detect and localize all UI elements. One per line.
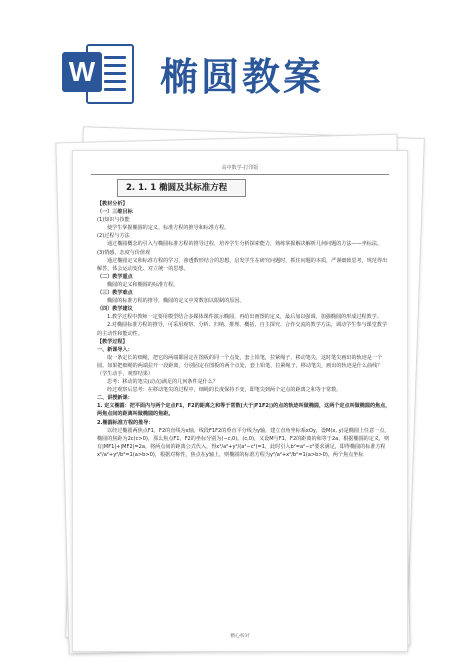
paragraph: 2.对椭圆标准方程的推导，可采用观察、分析、归纳、推理、概括、自主探究、合作交流的教学方法，调动学生参与课堂教学的主动性和能动性。 [97,322,387,337]
paragraph: （一）三维目标 [97,209,133,216]
page-content [97,179,391,459]
paragraph: (2)过程与方法 [97,233,130,240]
document-page [72,150,408,652]
paragraph: 1.教学过程中教师一定要用模型结合多媒体课件演示椭圆，再给出画图的定义，最后加以强调，加强椭圆的形成过程教学。 [107,314,382,321]
section-title: 2. 1. 1 椭圆及其标准方程 [117,179,246,197]
paragraph: 以经过椭圆两焦点F1，F2的直线为x轴，线段F1F2的垂直平分线为y轴，建立直角坐标系xOy，设M(x, y)是椭圆上任意一点，椭圆的焦距为2c(c>0)，那么焦点F1，F2的坐标分别为(−c,0)、(c,0)，又设M与F1，F2的距离的和等于2a，根据椭圆的定义，则有|MF1|+|MF2|=2a，将两点间的距离公式代入，得x²/a²+y²/(a²−c²)=1，此时引入b²=a²−c²要求满足，即得椭圆的标准方程x²/a²+y²/b²=1(a>b>0)，根据对称性，焦点在y轴上，则椭圆的标准方程为y²/a²+x²/b²=1(a>b>0)，两个焦点坐标 [97,427,390,458]
paragraph: （二）教学重点 [97,273,133,280]
paragraph: 经过观察后思考：在移动笔尖的过程中，细绳的长度保持不变，即笔尖到两个定点的距离之和等于常数。 [107,387,342,394]
paragraph: 【教材分析】 [97,201,128,207]
paragraph: 椭圆的标准方程的推导，椭圆的定义中常数加以限制的原因。 [107,298,245,305]
banner [0,0,474,120]
page-header: 高中数学-打印版 [91,163,389,175]
paragraph: (1)知识与技能 [97,217,130,224]
paragraph: 一、新课导入： [97,346,133,353]
paragraph: 取一条定长的细绳，把它的两端都固定在图板的同一个点处，套上铅笔，拉紧绳子，移动笔尖，这时笔尖画出的轨迹是一个圆。如果把细绳的两端拉开一段距离，分别固定在图板的两个点处，套上铅笔，拉紧绳子，移动笔尖，画出的轨迹是什么曲线？（学生动手，观察结果） [97,354,383,377]
paragraph: 1. 定义椭圆：把平面内与两个定点F1，F2的距离之和等于常数(大于|F1F2|)的点的轨迹叫做椭圆，这两个定点叫做椭圆的焦点，两焦点间的距离叫做椭圆的焦距。 [97,403,391,418]
paragraph: (3)情感、态度与价值观 [97,249,151,256]
word-logo-letter: W [62,52,102,92]
paragraph: 思考：移动的笔尖(动点)满足的几何条件是什么？ [107,379,218,386]
paragraph: 二、讲授新课： [97,395,133,402]
paragraph: 椭圆的定义和椭圆的标准方程。 [107,281,179,288]
paragraph: 使学生掌握椭圆的定义、标准方程的推导和标准方程。 [107,225,230,232]
paragraph: 【教学过程】 [97,338,128,345]
paragraph: 通过椭圆定义和标准方程的学习，渗透数形结合的思想，启发学生在研究问题时，抓住问题的本质，严谨细致思考，规范得出解答，体会运动变化、对立统一的思想。 [97,257,388,272]
page-footer: 精心校对 [230,634,250,639]
word-icon [62,40,132,104]
paragraph: 通过椭圆概念的引入与椭圆标准方程的推导过程，培养学生分析探索能力，熟练掌握解决解析几何问题的方法——坐标法。 [107,241,383,248]
paragraph: 2.椭圆标准方程的推导： [97,419,154,426]
paragraph: （三）教学难点 [97,290,133,297]
document-body [97,200,391,459]
document-title: 椭圆教案 [160,55,325,99]
paragraph: （四）教学建议 [97,306,133,313]
